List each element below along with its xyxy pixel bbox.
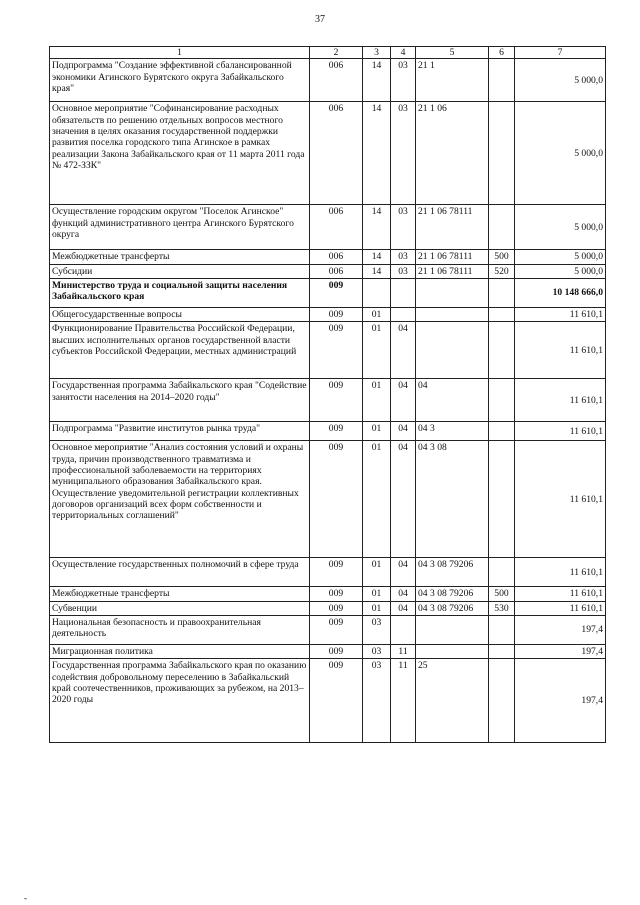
row-target-code: 04 3 08 79206: [416, 601, 489, 615]
row-name: Осуществление городским округом "Поселок Агинское" функций административного центра Агинского Бурятского округа: [50, 205, 310, 250]
row-expense-type: [489, 307, 515, 321]
row-amount: 5 000,0: [515, 102, 606, 205]
row-target-code: 04 3 08 79206: [416, 587, 489, 601]
row-name: Межбюджетные трансферты: [50, 587, 310, 601]
row-expense-type: [489, 59, 515, 102]
row-target-code: 21 1: [416, 59, 489, 102]
row-subsection-code: 04: [391, 322, 416, 379]
row-expense-type: [489, 205, 515, 250]
row-amount: 11 610,1: [515, 379, 606, 422]
row-section-code: 01: [363, 422, 391, 441]
row-subsection-code: [391, 615, 416, 644]
row-name: Государственная программа Забайкальского края по оказанию содействия добровольному переселению в Забайкальский край соотечественников, проживающих за рубежом, на 2013–2020 годы: [50, 659, 310, 743]
row-name: Государственная программа Забайкальского края "Содействие занятости населения на 2014–2020 годы": [50, 379, 310, 422]
row-subsection-code: 03: [391, 205, 416, 250]
table-row: [50, 422, 606, 441]
row-ministry-code: 009: [310, 615, 363, 644]
row-target-code: [416, 307, 489, 321]
row-section-code: 01: [363, 587, 391, 601]
row-section-code: 01: [363, 441, 391, 558]
table-row: [50, 59, 606, 102]
row-expense-type: 530: [489, 601, 515, 615]
row-ministry-code: 006: [310, 264, 363, 278]
table-row: [50, 601, 606, 615]
row-subsection-code: 04: [391, 441, 416, 558]
row-ministry-code: 009: [310, 307, 363, 321]
row-section-code: 14: [363, 102, 391, 205]
row-subsection-code: 11: [391, 659, 416, 743]
row-amount: 5 000,0: [515, 205, 606, 250]
row-section-code: 01: [363, 601, 391, 615]
row-expense-type: [489, 278, 515, 307]
header-cell-6: 6: [489, 47, 515, 59]
header-cell-2: 2: [310, 47, 363, 59]
table-row: [50, 102, 606, 205]
row-target-code: 21 1 06: [416, 102, 489, 205]
row-ministry-code: 006: [310, 102, 363, 205]
row-subsection-code: 04: [391, 379, 416, 422]
row-ministry-code: 009: [310, 558, 363, 587]
row-ministry-code: 009: [310, 659, 363, 743]
row-expense-type: 500: [489, 587, 515, 601]
row-ministry-code: 009: [310, 322, 363, 379]
footer-mark: -: [24, 893, 27, 903]
row-expense-type: 500: [489, 250, 515, 264]
row-subsection-code: [391, 307, 416, 321]
row-section-code: 03: [363, 644, 391, 658]
row-subsection-code: 04: [391, 601, 416, 615]
header-cell-7: 7: [515, 47, 606, 59]
row-name: Основное мероприятие "Анализ состояния условий и охраны труда, причин производственного травматизма и профессиональной заболеваемости на территориях муниципального образования Забайкальского края. Осуществление уведомительной регистрации коллективных договоров организаций всех форм собственности и территориальных соглашений": [50, 441, 310, 558]
table-row: [50, 441, 606, 558]
row-amount: 11 610,1: [515, 307, 606, 321]
row-section-code: 01: [363, 322, 391, 379]
table-row: [50, 558, 606, 587]
row-target-code: [416, 615, 489, 644]
page-number: 37: [315, 14, 325, 25]
table-row: [50, 278, 606, 307]
row-name: Субвенции: [50, 601, 310, 615]
row-expense-type: [489, 441, 515, 558]
row-target-code: 25: [416, 659, 489, 743]
row-amount: 10 148 666,0: [515, 278, 606, 307]
table-row: [50, 659, 606, 743]
row-ministry-code: 009: [310, 441, 363, 558]
table-body: [50, 59, 606, 743]
row-target-code: 21 1 06 78111: [416, 205, 489, 250]
row-amount: 197,4: [515, 644, 606, 658]
row-name: Осуществление государственных полномочий в сфере труда: [50, 558, 310, 587]
row-name: Подпрограмма "Создание эффективной сбалансированной экономики Агинского Бурятского округа Забайкальского края": [50, 59, 310, 102]
row-section-code: [363, 278, 391, 307]
row-ministry-code: 006: [310, 205, 363, 250]
row-section-code: 01: [363, 558, 391, 587]
row-name: Субсидии: [50, 264, 310, 278]
row-subsection-code: 03: [391, 250, 416, 264]
row-target-code: 21 1 06 78111: [416, 264, 489, 278]
row-amount: 11 610,1: [515, 587, 606, 601]
row-target-code: [416, 278, 489, 307]
row-subsection-code: 03: [391, 59, 416, 102]
row-target-code: 21 1 06 78111: [416, 250, 489, 264]
row-expense-type: [489, 615, 515, 644]
row-target-code: [416, 644, 489, 658]
row-ministry-code: 006: [310, 250, 363, 264]
row-ministry-code: 009: [310, 379, 363, 422]
row-amount: 11 610,1: [515, 601, 606, 615]
row-subsection-code: 03: [391, 102, 416, 205]
row-section-code: 14: [363, 59, 391, 102]
row-expense-type: [489, 422, 515, 441]
table-row: [50, 322, 606, 379]
row-target-code: 04 3 08 79206: [416, 558, 489, 587]
row-name: Национальная безопасность и правоохранительная деятельность: [50, 615, 310, 644]
row-name: Министерство труда и социальной защиты населения Забайкальского края: [50, 278, 310, 307]
row-target-code: 04: [416, 379, 489, 422]
row-subsection-code: 11: [391, 644, 416, 658]
row-amount: 197,4: [515, 615, 606, 644]
row-target-code: 04 3 08: [416, 441, 489, 558]
row-expense-type: 520: [489, 264, 515, 278]
row-subsection-code: 04: [391, 587, 416, 601]
table-row: [50, 307, 606, 321]
row-section-code: 14: [363, 264, 391, 278]
row-section-code: 01: [363, 307, 391, 321]
row-ministry-code: 009: [310, 278, 363, 307]
row-name: Общегосударственные вопросы: [50, 307, 310, 321]
row-ministry-code: 009: [310, 587, 363, 601]
row-subsection-code: 03: [391, 264, 416, 278]
row-amount: 11 610,1: [515, 558, 606, 587]
row-section-code: 03: [363, 615, 391, 644]
row-name: Основное мероприятие "Софинансирование расходных обязательств по решению отдельных вопросов местного значения в целях оказания государственной поддержки развития поселка городского типа Агинское в рамках реализации Закона Забайкальского края от 11 марта 2011 года № 472-ЗЗК": [50, 102, 310, 205]
table-header-row: [50, 47, 606, 59]
row-amount: 5 000,0: [515, 59, 606, 102]
table-row: [50, 379, 606, 422]
row-amount: 11 610,1: [515, 422, 606, 441]
row-expense-type: [489, 558, 515, 587]
row-expense-type: [489, 102, 515, 205]
row-subsection-code: 04: [391, 422, 416, 441]
row-section-code: 14: [363, 250, 391, 264]
row-name: Функционирование Правительства Российской Федерации, высших исполнительных органов государственной власти субъектов Российской Федерации, местных администраций: [50, 322, 310, 379]
row-expense-type: [489, 659, 515, 743]
row-expense-type: [489, 379, 515, 422]
row-amount: 5 000,0: [515, 250, 606, 264]
row-target-code: [416, 322, 489, 379]
table-row: [50, 264, 606, 278]
row-subsection-code: 04: [391, 558, 416, 587]
table-row: [50, 250, 606, 264]
row-target-code: 04 3: [416, 422, 489, 441]
row-name: Миграционная политика: [50, 644, 310, 658]
row-amount: 197,4: [515, 659, 606, 743]
row-section-code: 14: [363, 205, 391, 250]
row-section-code: 01: [363, 379, 391, 422]
row-expense-type: [489, 322, 515, 379]
row-amount: 11 610,1: [515, 441, 606, 558]
row-amount: 11 610,1: [515, 322, 606, 379]
header-cell-4: 4: [391, 47, 416, 59]
budget-table: [49, 46, 606, 743]
row-name: Межбюджетные трансферты: [50, 250, 310, 264]
row-ministry-code: 009: [310, 644, 363, 658]
row-name: Подпрограмма "Развитие институтов рынка труда": [50, 422, 310, 441]
table-row: [50, 205, 606, 250]
row-amount: 5 000,0: [515, 264, 606, 278]
table-row: [50, 615, 606, 644]
header-cell-1: 1: [50, 47, 310, 59]
header-cell-3: 3: [363, 47, 391, 59]
table-row: [50, 587, 606, 601]
row-ministry-code: 009: [310, 422, 363, 441]
row-subsection-code: [391, 278, 416, 307]
row-ministry-code: 009: [310, 601, 363, 615]
table-row: [50, 644, 606, 658]
row-ministry-code: 006: [310, 59, 363, 102]
row-expense-type: [489, 644, 515, 658]
row-section-code: 03: [363, 659, 391, 743]
header-cell-5: 5: [416, 47, 489, 59]
